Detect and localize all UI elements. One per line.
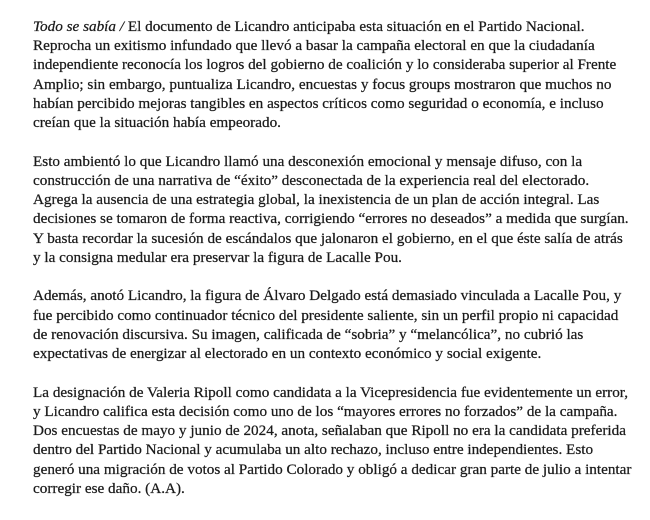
paragraph-2: Esto ambientó lo que Licandro llamó una desconexión emocional y mensaje difuso, con la construcción de una narrativa de “éxito” desconectada de la experiencia real del electorado. Agrega la ausencia de una estrategia global, la inexistencia de un plan de acción integral. Las decisiones se tomaron de forma reactiva, corrigiendo “errores no deseados” a medida que surgían. Y basta recordar la sucesión de escándalos que jalonaron el gobierno, en el que éste salía de atrás y la consigna medular era preservar la figura de Lacalle Pou. (33, 152, 629, 266)
article-body (33, 17, 633, 498)
paragraph-1 (33, 17, 633, 132)
kicker-label: Todo se sabía / (33, 18, 125, 35)
paragraph-4: La designación de Valeria Ripoll como candidata a la Vicepresidencia fue evidentemente un error, y Licandro califica esta decisión como uno de los “mayores errores no forzados” de la campaña. Dos encuestas de mayo y junio de 2024, anota, señalaban que Ripoll no era la candidata preferida dentro del Partido Nacional y acumulaba un alto rechazo, incluso entre independientes. Esto generó una migración de votos al Partido Colorado y obligó a dedicar gran parte de julio a intentar corregir ese daño. (A.A). (33, 383, 632, 497)
paragraph-3: Además, anotó Licandro, la figura de Álvaro Delgado está demasiado vinculada a Lacalle Pou, y fue percibido como continuador técnico del presidente saliente, sin un perfil propio ni capacidad de renovación discursiva. Su imagen, calificada de “sobria” y “melancólica”, no cubrió las expectativas de energizar al electorado en un contexto económico y social exigente. (33, 287, 622, 363)
paragraph-1-text: El documento de Licandro anticipaba esta situación en el Partido Nacional. Reprocha un exitismo infundado que llevó a basar la campaña electoral en que la ciudadanía independiente reconocía los logros del gobierno de coalición y lo consideraba superior al Frente Amplio; sin embargo, puntualiza Licandro, encuestas y focus groups mostraron que muchos no habían percibido mejoras tangibles en aspectos críticos como seguridad o economía, e incluso creían que la situación había empeorado. (33, 18, 617, 132)
